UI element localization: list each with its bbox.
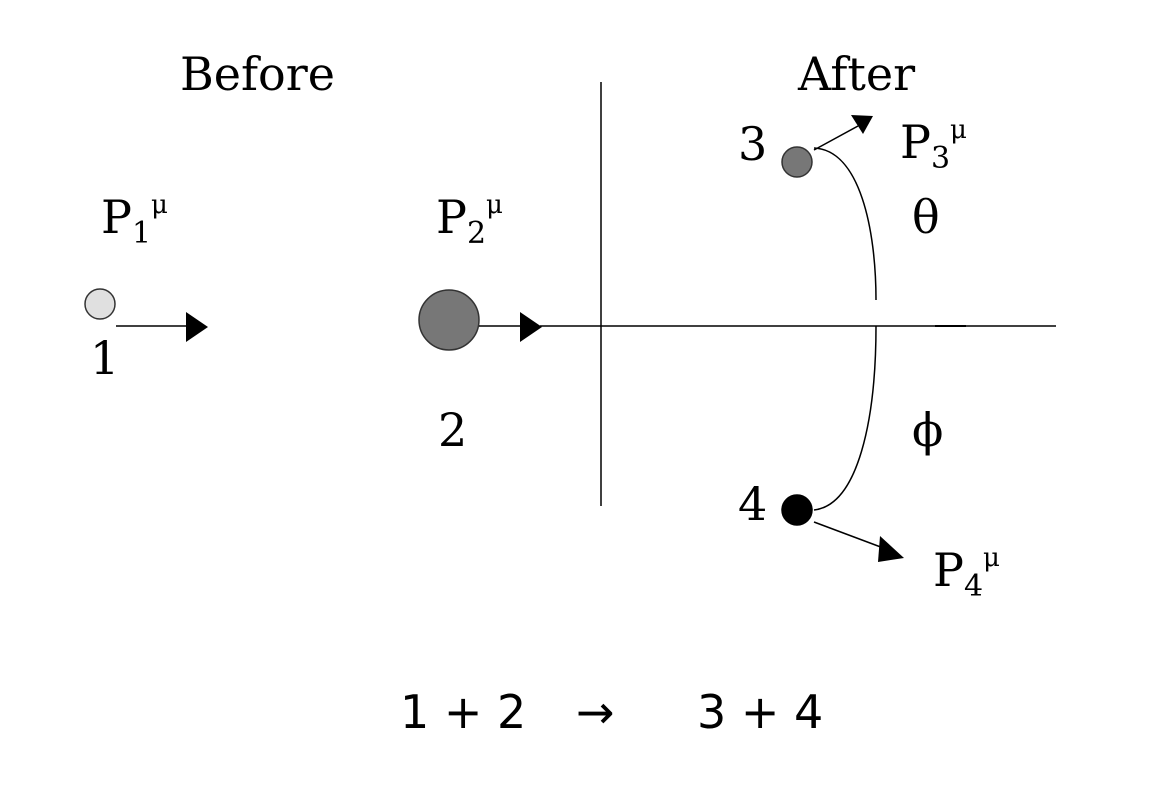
momentum-base: P: [436, 190, 467, 244]
particle-4-arrowhead: [878, 536, 904, 562]
particle-3: [782, 147, 812, 177]
phi-label: ϕ: [912, 403, 944, 457]
particle-1-momentum: [101, 190, 168, 251]
particle-3-arrowhead: [851, 115, 873, 134]
equation-rhs: 3 + 4: [697, 685, 824, 739]
particle-4: [782, 495, 812, 525]
particle-1-label: 1: [90, 331, 120, 385]
heading-after: After: [798, 47, 916, 101]
momentum-sub: 1: [131, 216, 152, 251]
particle-4-momentum-line: [814, 522, 886, 549]
theta-arc: [814, 148, 876, 300]
particle-2: [419, 290, 479, 350]
particle-3-momentum: [900, 115, 967, 176]
momentum-base: P: [101, 190, 132, 244]
particle-3-label: 3: [738, 117, 768, 171]
momentum-sup: μ: [486, 190, 503, 220]
particle-2-label: 2: [438, 403, 468, 457]
momentum-base: P: [933, 543, 964, 597]
momentum-sub: 3: [930, 141, 951, 176]
momentum-sub: 4: [963, 569, 984, 604]
momentum-sup: μ: [950, 115, 967, 145]
momentum-sup: μ: [983, 543, 1000, 573]
particle-4-momentum: [933, 543, 1000, 604]
momentum-sub: 2: [466, 216, 487, 251]
momentum-sup: μ: [151, 190, 168, 220]
particle-1-arrowhead: [186, 312, 208, 342]
particle-1: [85, 289, 115, 319]
particle-4-label: 4: [738, 477, 768, 531]
particle-2-momentum: [436, 190, 503, 251]
theta-label: θ: [912, 190, 940, 244]
particle-2-arrowhead: [520, 312, 542, 342]
equation-arrow: →: [576, 685, 615, 739]
momentum-base: P: [900, 115, 931, 169]
particle-3-momentum-line: [814, 126, 858, 150]
phi-arc: [814, 326, 876, 510]
equation-lhs: 1 + 2: [400, 685, 527, 739]
heading-before: Before: [180, 47, 335, 101]
